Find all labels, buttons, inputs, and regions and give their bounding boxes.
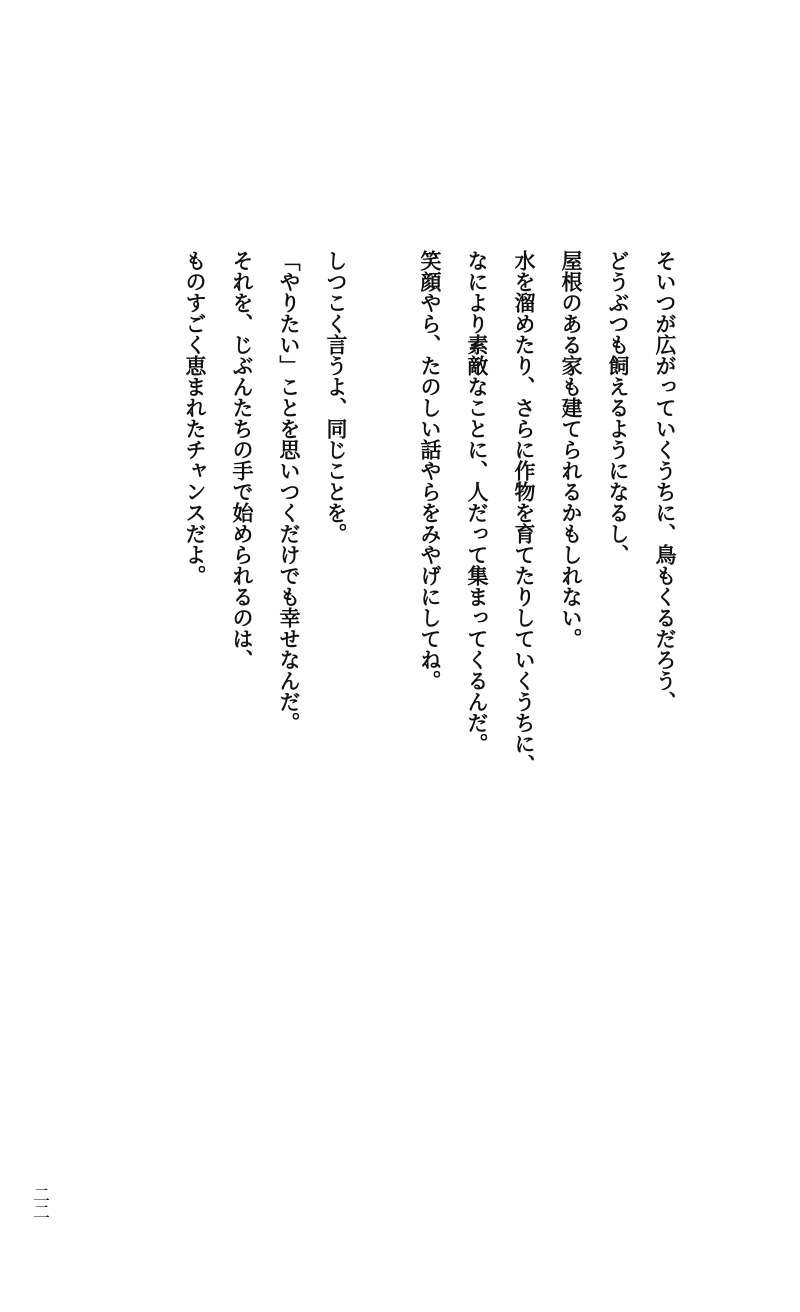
text-line: そいつが広がっていくうちに、鳥もくるだろう、	[653, 250, 677, 712]
text-line: それを、じぶんたちの手で始められるのは、	[230, 250, 254, 670]
text-line: 笑顔やら、たのしい話やらをみやげにしてね。	[418, 250, 442, 691]
text-line: 屋根のある家も建てられるかもしれない。	[559, 250, 583, 649]
paragraph-gap	[359, 250, 406, 1010]
text-line: 水を溜めたり、さらに作物を育てたりしていくうちに、	[512, 250, 536, 775]
text-line: ものすごく恵まれたチャンスだよ。	[183, 250, 207, 586]
vertical-text-block	[171, 250, 688, 1010]
paragraph-2	[171, 250, 359, 1010]
page-number: 二二	[29, 1186, 49, 1220]
text-line: 「やりたい」ことを思いつくだけでも幸せなんだ。	[277, 250, 301, 733]
text-line: なにより素敵なことに、人だって集まってくるんだ。	[465, 250, 489, 754]
text-line: どうぶつも飼えるようになるし、	[606, 250, 630, 565]
text-line: しつこく言うよ、同じことを。	[324, 250, 348, 544]
paragraph-1	[406, 250, 688, 1010]
